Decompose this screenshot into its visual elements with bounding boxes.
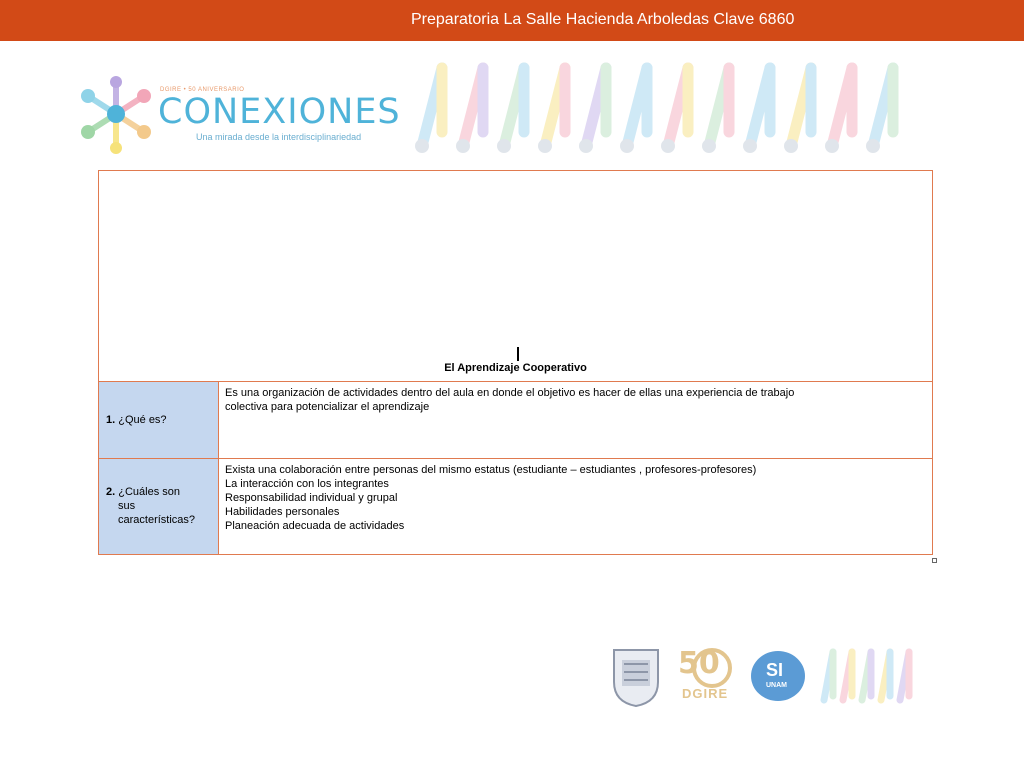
si-sublabel: UNAM <box>766 682 787 689</box>
content-table <box>98 170 933 555</box>
stripe-dot <box>661 139 675 153</box>
stripe-dot <box>497 139 511 153</box>
row-divider <box>99 381 932 382</box>
text-cursor <box>517 347 519 361</box>
conexiones-logo <box>76 68 401 160</box>
unam-shield-icon <box>610 646 662 708</box>
question-1: 1. ¿Qué es? <box>106 414 167 426</box>
si-unam-logo <box>750 650 806 702</box>
table-resize-handle[interactable] <box>932 558 937 563</box>
dgire-50-logo <box>672 646 738 704</box>
header-bar <box>0 0 1024 41</box>
answer-1: Es una organización de actividades dentro del aula en donde el objetivo es hacer de ellas una experiencia de trabajo colectiva para potencializar el aprendizaje <box>225 387 795 413</box>
stripe-dot <box>538 139 552 153</box>
table-title-row <box>99 171 932 382</box>
stripe-dot <box>415 139 429 153</box>
column-divider <box>218 382 219 554</box>
stripe-dot <box>743 139 757 153</box>
question-cell <box>99 459 218 554</box>
si-label: SI <box>766 660 784 680</box>
stripe-dot <box>866 139 880 153</box>
logo-subtitle: Una mirada desde la interdisciplinariedad <box>196 132 362 142</box>
header-title: Preparatoria La Salle Hacienda Arboledas Clave 6860 <box>411 11 795 28</box>
logo-tagline: DGIRE • 50 ANIVERSARIO <box>160 87 245 93</box>
dgire-50-text: 50 <box>678 646 720 681</box>
answer-2: Exista una colaboración entre personas del mismo estatus (estudiante – estudiantes , profesores-profesores) La interacción con los integrantes Responsabilidad individual y grupal Habilidades personales Planeación adecuada de actividades <box>225 464 757 532</box>
row-divider <box>99 458 932 459</box>
table-title: El Aprendizaje Cooperativo <box>444 362 587 374</box>
stripe-dot <box>456 139 470 153</box>
stripes-graphic-icon <box>412 62 924 158</box>
stripe-dot <box>702 139 716 153</box>
stripe-dot <box>784 139 798 153</box>
stripe-dot <box>825 139 839 153</box>
question-2: 2. ¿Cuáles son sus características? <box>106 486 196 526</box>
footer-logos <box>610 640 922 706</box>
stripes-small-icon <box>818 646 922 706</box>
stripe-dot <box>579 139 593 153</box>
stripe-dot <box>620 139 634 153</box>
logo-wordmark: CONEXIONES <box>158 92 401 132</box>
conexiones-logo-icon <box>76 68 156 160</box>
question-cell <box>99 382 218 458</box>
dgire-label: DGIRE <box>682 686 729 701</box>
